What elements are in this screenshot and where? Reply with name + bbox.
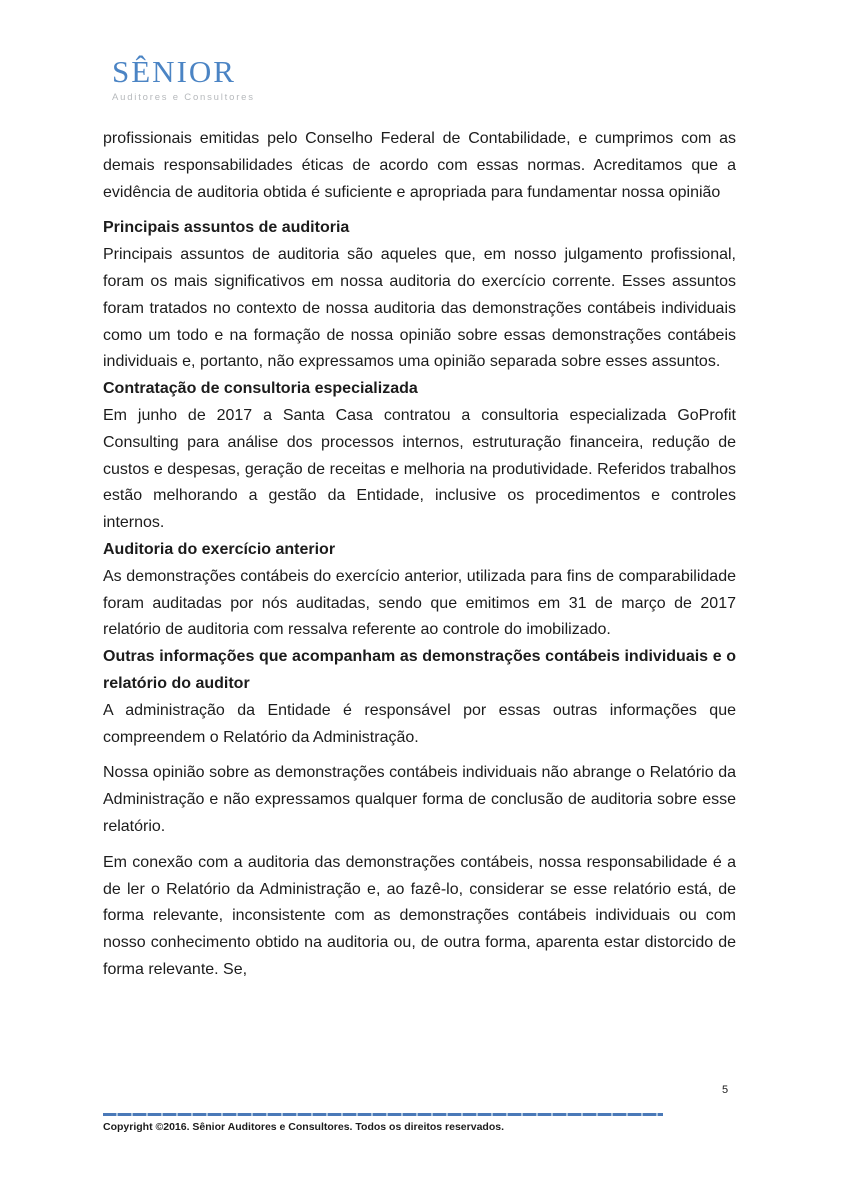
section-auditoria-exercicio-anterior: [103, 537, 736, 644]
company-logo: [112, 56, 255, 103]
section-heading: Contratação de consultoria especializada: [103, 380, 418, 398]
section-heading: Principais assuntos de auditoria: [103, 219, 350, 237]
section-contratacao-consultoria: [103, 376, 736, 537]
paragraph: A administração da Entidade é responsável por essas outras informações que compreendem o Relatório da Administração.: [103, 701, 736, 746]
paragraph: Em junho de 2017 a Santa Casa contratou a consultoria especializada GoProfit Consulting para análise dos processos internos, estruturação financeira, redução de custos e despesas, geração de receitas e melhoria na produtividade. Referidos trabalhos estão melhorando a gestão da Entidade, inclusive os procedimentos e controles internos.: [103, 406, 736, 532]
logo-wordmark: SÊNIOR: [112, 54, 236, 89]
paragraph-intro: profissionais emitidas pelo Conselho Federal de Contabilidade, e cumprimos com as demais responsabilidades éticas de acordo com essas normas. Acreditamos que a evidência de auditoria obtida é suficiente e apropriada para fundamentar nossa opinião: [103, 130, 736, 201]
paragraph: Nossa opinião sobre as demonstrações contábeis individuais não abrange o Relatório da Administração e não expressamos qualquer forma de conclusão de auditoria sobre esse relatório.: [103, 764, 736, 835]
section-heading: Outras informações que acompanham as demonstrações contábeis individuais e o relatório do auditor: [103, 648, 736, 692]
paragraph: Principais assuntos de auditoria são aqueles que, em nosso julgamento profissional, foram os mais significativos em nossa auditoria do exercício corrente. Esses assuntos foram tratados no contexto de nossa auditoria das demonstrações contábeis individuais como um todo e na formação de nossa opinião sobre essas demonstrações contábeis individuais e, portanto, não expressamos uma opinião separada sobre esses assuntos.: [103, 246, 736, 371]
paragraph: Em conexão com a auditoria das demonstrações contábeis, nossa responsabilidade é a de ler o Relatório da Administração e, ao fazê-lo, considerar se esse relatório está, de forma relevante, inconsistente com as demonstrações contábeis individuais ou com nosso conhecimento obtido na auditoria ou, de outra forma, aparenta estar distorcido de forma relevante. Se,: [103, 853, 736, 978]
copyright-text: Copyright ©2016. Sênior Auditores e Consultores. Todos os direitos reservados.: [103, 1121, 504, 1133]
document-body: [103, 126, 736, 984]
section-principais-assuntos: [103, 215, 736, 376]
section-outras-informacoes: [103, 644, 736, 984]
footer-divider-line: [103, 1113, 663, 1116]
page-number: 5: [722, 1084, 729, 1096]
paragraph: As demonstrações contábeis do exercício anterior, utilizada para fins de comparabilidade foram auditadas por nós auditadas, sendo que emitimos em 31 de março de 2017 relatório de auditoria com ressalva referente ao controle do imobilizado.: [103, 567, 736, 639]
section-heading: Auditoria do exercício anterior: [103, 540, 336, 558]
logo-tagline: Auditores e Consultores: [112, 92, 255, 103]
